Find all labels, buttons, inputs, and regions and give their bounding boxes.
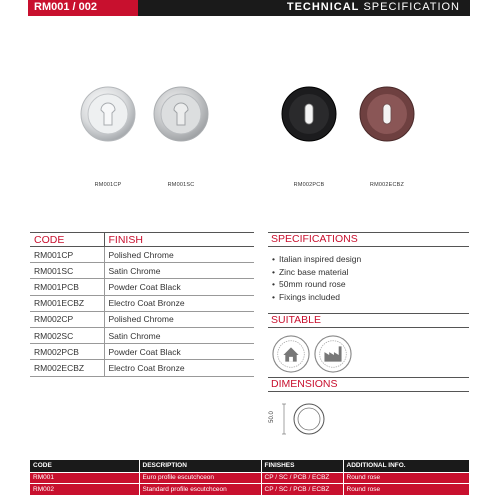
- finish-cell: Satin Chrome: [104, 327, 254, 343]
- product-label: RM002PCB: [293, 182, 325, 188]
- table-header-row: [30, 460, 470, 472]
- spec-item: • 50mm round rose: [272, 278, 361, 291]
- code-cell: RM002: [30, 484, 139, 496]
- domestic-badge-icon: [272, 335, 310, 373]
- description-cell: Standard profile escutchceon: [139, 484, 261, 496]
- suitable-heading: SUITABLE: [268, 313, 469, 328]
- product-label: RM001SC: [167, 182, 195, 188]
- additional-info-cell: Round rose: [343, 472, 470, 484]
- table-header-row: [30, 233, 254, 247]
- code-cell: RM001SC: [30, 263, 104, 279]
- code-header: CODE: [30, 233, 104, 247]
- spec-item: • Zinc base material: [272, 266, 361, 279]
- spec-item: • Italian inspired design: [272, 253, 361, 266]
- product-rm002ecbz: [352, 86, 422, 188]
- table-row: [30, 484, 470, 496]
- table-row: [30, 360, 254, 376]
- finish-cell: Powder Coat Black: [104, 279, 254, 295]
- rose-outline-icon: [272, 398, 342, 440]
- product-label: RM002ECBZ: [369, 182, 405, 188]
- code-cell: RM001CP: [30, 247, 104, 263]
- product-label: RM001CP: [94, 182, 122, 188]
- product-rm002pcb: [274, 86, 344, 188]
- finish-header: FINISH: [104, 233, 254, 247]
- commercial-badge-icon: [314, 335, 352, 373]
- header-bar: [28, 0, 470, 16]
- code-cell: RM001ECBZ: [30, 295, 104, 311]
- table-row: [30, 472, 470, 484]
- title-rest: SPECIFICATION: [363, 1, 460, 13]
- table-row: [30, 344, 254, 360]
- dimension-drawing: [268, 398, 342, 440]
- finishes-header: FINISHES: [261, 460, 343, 472]
- specifications-list: [272, 253, 361, 304]
- code-cell: RM002ECBZ: [30, 360, 104, 376]
- finish-cell: Satin Chrome: [104, 263, 254, 279]
- table-row: [30, 279, 254, 295]
- table-row: [30, 311, 254, 327]
- title-bold: TECHNICAL: [286, 1, 360, 13]
- standard-escutcheon-bronze-icon: [359, 86, 415, 142]
- finish-cell: Electro Coat Bronze: [104, 360, 254, 376]
- code-header: CODE: [30, 460, 139, 472]
- standard-escutcheon-black-icon: [281, 86, 337, 142]
- code-cell: RM001: [30, 472, 139, 484]
- code-cell: RM002CP: [30, 311, 104, 327]
- summary-table: [30, 460, 470, 495]
- table-row: [30, 327, 254, 343]
- code-finish-table: [30, 232, 254, 377]
- additional-info-header: ADDITIONAL INFO.: [343, 460, 470, 472]
- specifications-heading: SPECIFICATIONS: [268, 232, 469, 247]
- finish-cell: Polished Chrome: [104, 247, 254, 263]
- description-header: DESCRIPTION: [139, 460, 261, 472]
- additional-info-cell: Round rose: [343, 484, 470, 496]
- table-row: [30, 295, 254, 311]
- euro-escutcheon-satin-icon: [153, 86, 209, 142]
- euro-escutcheon-chrome-icon: [80, 86, 136, 142]
- description-cell: Euro profile escutchceon: [139, 472, 261, 484]
- product-code-range: RM001 / 002: [28, 0, 138, 16]
- code-cell: RM002PCB: [30, 344, 104, 360]
- finishes-cell: CP / SC / PCB / ECBZ: [261, 472, 343, 484]
- dimensions-heading: DIMENSIONS: [268, 377, 469, 392]
- finishes-cell: CP / SC / PCB / ECBZ: [261, 484, 343, 496]
- table-row: [30, 263, 254, 279]
- code-cell: RM001PCB: [30, 279, 104, 295]
- finish-cell: Polished Chrome: [104, 311, 254, 327]
- finish-cell: Powder Coat Black: [104, 344, 254, 360]
- product-rm001cp: [73, 86, 143, 188]
- code-cell: RM002SC: [30, 327, 104, 343]
- dimension-label: 50.0: [268, 411, 275, 423]
- spec-item: • Fixings included: [272, 291, 361, 304]
- document-title: [138, 0, 470, 16]
- product-rm001sc: [146, 86, 216, 188]
- table-row: [30, 247, 254, 263]
- finish-cell: Electro Coat Bronze: [104, 295, 254, 311]
